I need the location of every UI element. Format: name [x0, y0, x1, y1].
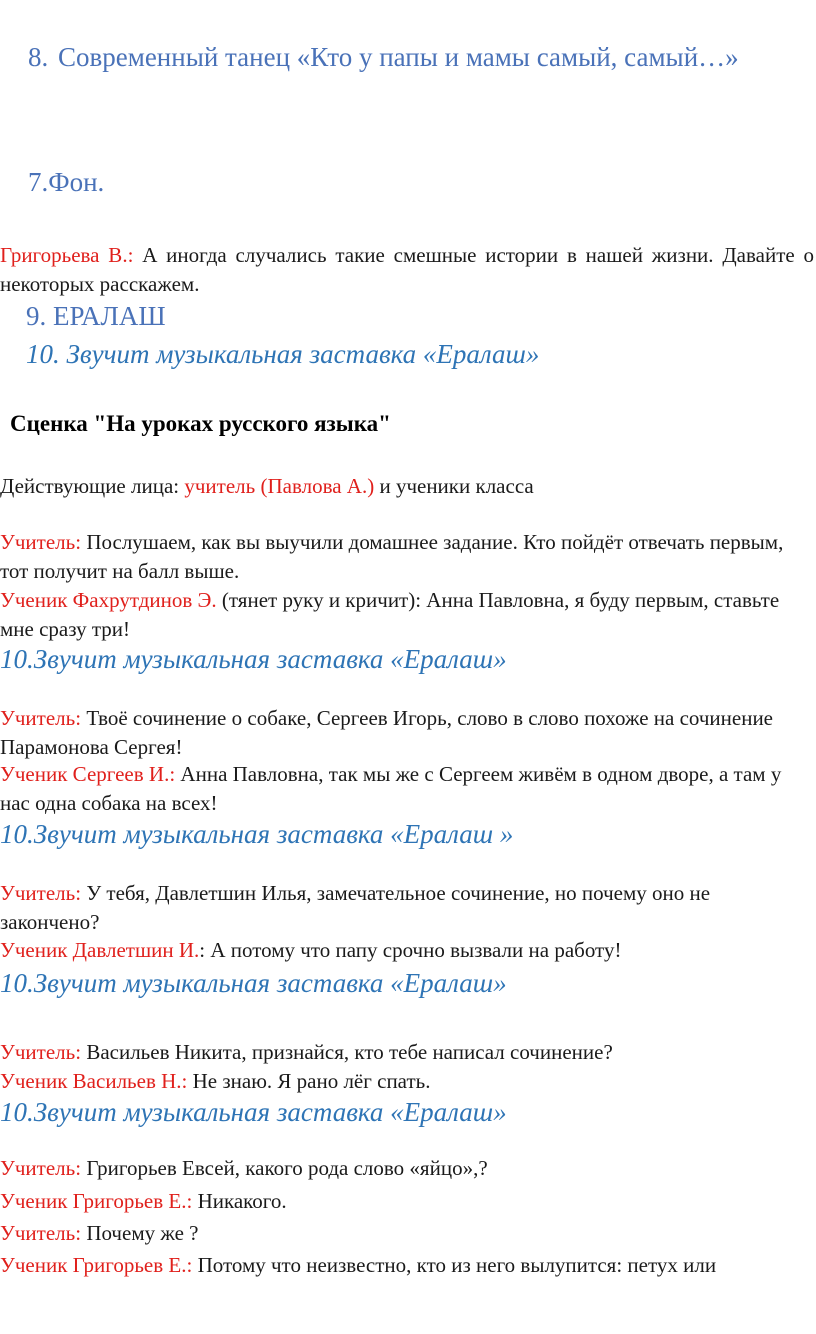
speaker-label: Ученик Фахрутдинов Э. [0, 588, 217, 612]
cast-label: Действующие лица: [0, 474, 185, 498]
intro-speaker: Григорьева В.: [0, 243, 134, 267]
line-text: Почему же ? [81, 1221, 199, 1245]
line-text: : А потому что папу срочно вызвали на работу! [199, 938, 622, 962]
dialogue-line [0, 704, 814, 762]
line-text: Твоё сочинение о собаке, Сергеев Игорь, слово в слово похоже на сочинение Парамонова Сергея! [0, 706, 774, 759]
speaker-label: Учитель: [0, 1221, 82, 1245]
dialogue-line [0, 1251, 814, 1280]
intro-text: А иногда случались такие смешные истории в нашей жизни. Давайте о некоторых расскажем. [0, 243, 814, 296]
dialogue-line [0, 760, 814, 818]
speaker-label: Учитель: [0, 1156, 82, 1180]
item-8-number: 8. [28, 42, 49, 72]
dialogue-line [0, 1038, 814, 1067]
speaker-label: Учитель: [0, 706, 82, 730]
dialogue-line [0, 1154, 814, 1183]
speaker-label: Ученик Васильев Н.: [0, 1069, 188, 1093]
speaker-label: Учитель: [0, 530, 82, 554]
line-text: Потому что неизвестно, кто из него вылупится: петух или [192, 1253, 717, 1277]
music-cue: 10.Звучит музыкальная заставка «Ералаш » [0, 819, 514, 849]
cast-rest: и ученики класса [374, 474, 534, 498]
music-cue: 10.Звучит музыкальная заставка «Ералаш» [0, 968, 507, 998]
speaker-label: Учитель: [0, 881, 82, 905]
item-8-dance [28, 38, 814, 76]
item-8-text: Современный танец «Кто у папы и мамы самый, самый…» [58, 42, 739, 72]
line-text: Никакого. [192, 1189, 287, 1213]
dialogue-line [0, 1067, 814, 1096]
music-cue: 10.Звучит музыкальная заставка «Ералаш» [0, 644, 507, 674]
dialogue-line [0, 879, 814, 937]
item-9-yeralash: 9. ЕРАЛАШ [26, 301, 166, 331]
dialogue-line [0, 1219, 814, 1248]
line-text: Не знаю. Я рано лёг спать. [187, 1069, 431, 1093]
line-text: Васильев Никита, признайся, кто тебе написал сочинение? [81, 1040, 613, 1064]
cast-line [0, 472, 814, 501]
scene-title: Сценка "На уроках русского языка" [10, 411, 391, 436]
dialogue-line [0, 586, 814, 644]
speaker-label: Ученик Сергеев И.: [0, 762, 176, 786]
speaker-label: Учитель: [0, 1040, 82, 1064]
line-text: У тебя, Давлетшин Илья, замечательное сочинение, но почему оно не закончено? [0, 881, 711, 934]
dialogue-line [0, 528, 814, 586]
item-10-music-cue: 10. Звучит музыкальная заставка «Ералаш» [26, 339, 540, 369]
intro-paragraph [0, 241, 814, 299]
line-text: (тянет руку и кричит): Анна Павловна, я буду первым, ставьте мне сразу три! [0, 588, 780, 641]
speaker-label: Ученик Давлетшин И. [0, 938, 200, 962]
cast-teacher: учитель (Павлова А.) [184, 474, 375, 498]
speaker-label: Ученик Григорьев Е.: [0, 1253, 193, 1277]
item-7-background: 7.Фон. [28, 167, 105, 197]
line-text: Григорьев Евсей, какого рода слово «яйцо»,? [81, 1156, 488, 1180]
speaker-label: Ученик Григорьев Е.: [0, 1189, 193, 1213]
line-text: Послушаем, как вы выучили домашнее задание. Кто пойдёт отвечать первым, тот получит на балл выше. [0, 530, 784, 583]
music-cue: 10.Звучит музыкальная заставка «Ералаш» [0, 1097, 507, 1127]
dialogue-line [0, 1187, 814, 1216]
dialogue-line [0, 936, 814, 965]
line-text: Анна Павловна, так мы же с Сергеем живём в одном дворе, а там у нас одна собака на всех! [0, 762, 782, 815]
